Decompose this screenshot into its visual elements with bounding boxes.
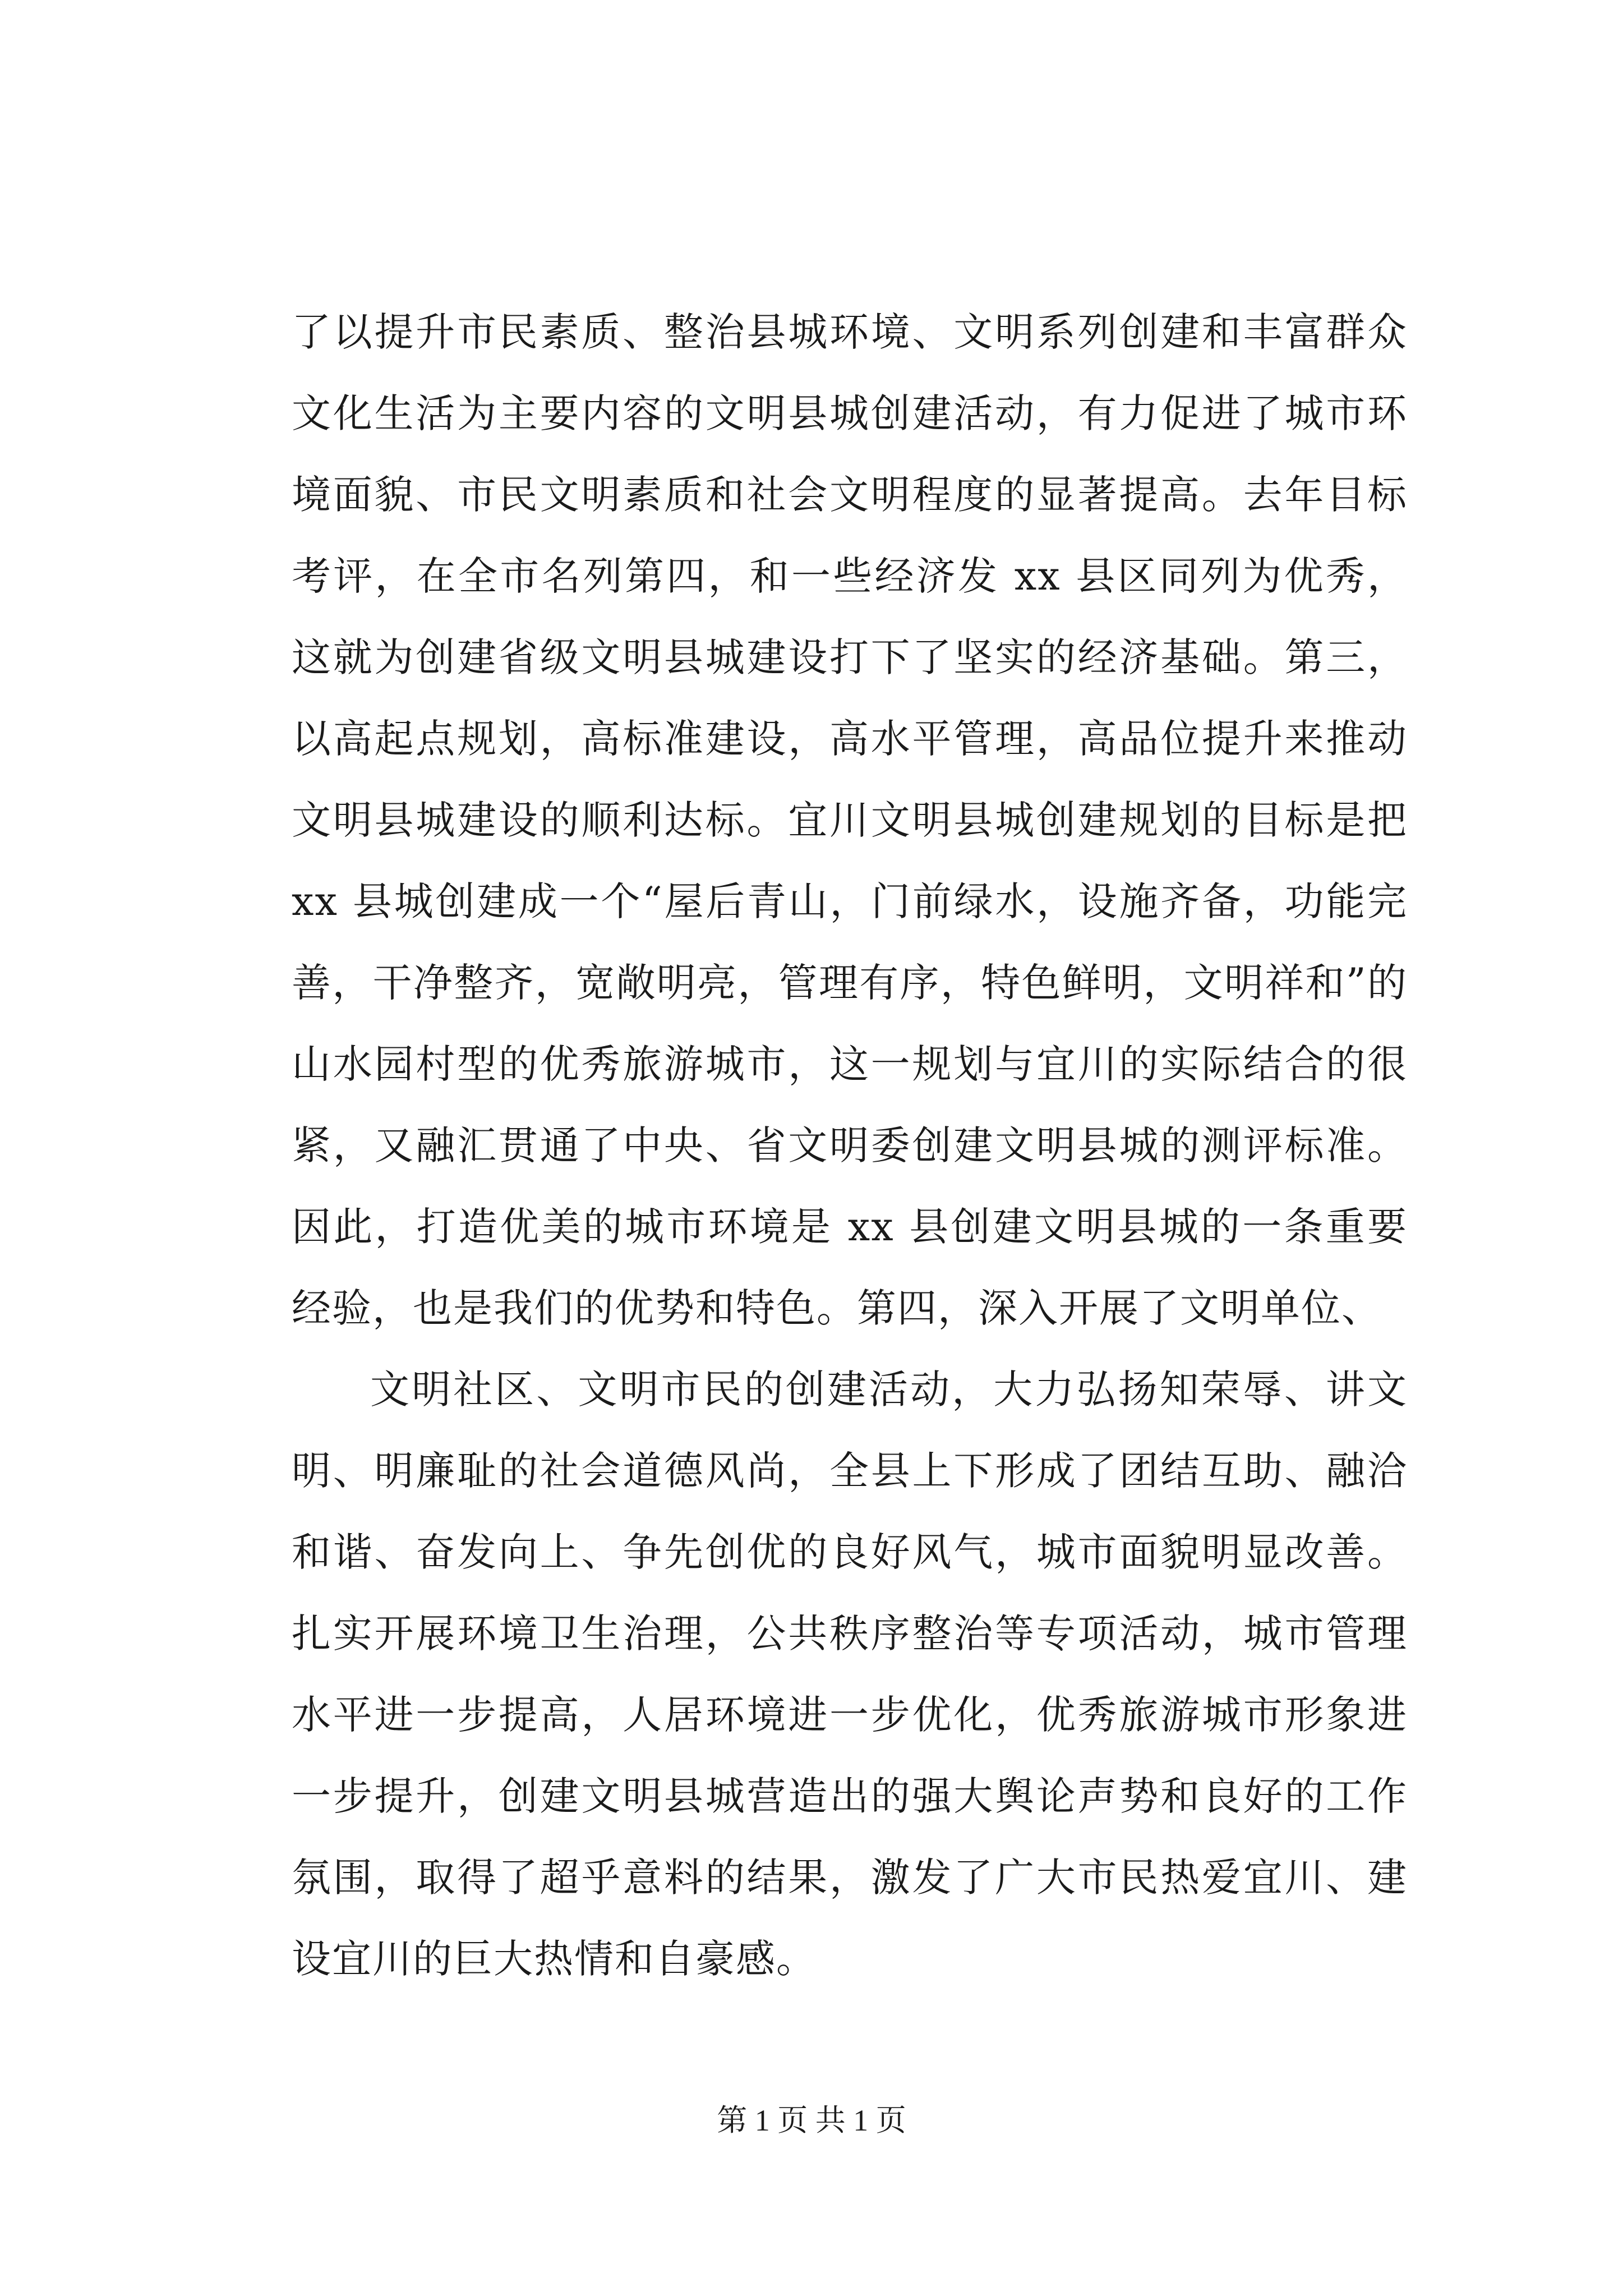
page-footer: 第 1 页 共 1 页 <box>717 2104 906 2137</box>
document-body <box>292 292 1408 2000</box>
body-paragraph-1: 了以提升市民素质、整治县城环境、文明系列创建和丰富群众文化生活为主要内容的文明县城创建活动，有力促进了城市环境面貌、市民文明素质和社会文明程度的显著提高。去年目标考评，在全市名列第四，和一些经济发 xx 县区同列为优秀，这就为创建省级文明县城建设打下了坚实的经济基础。第三，以高起点规划，高标准建设，高水平管理，高品位提升来推动文明县城建设的顺利达标。宜川文明县城创建规划的目标是把 xx 县城创建成一个“屋后青山，门前绿水，设施齐备，功能完善，干净整齐，宽敞明亮，管理有序，特色鲜明，文明祥和”的山水园村型的优秀旅游城市，这一规划与宜川的实际结合的很紧，又融汇贯通了中央、省文明委创建文明县城的测评标准。因此，打造优美的城市环境是 xx 县创建文明县城的一条重要经验，也是我们的优势和特色。第四，深入开展了文明单位、 <box>292 309 1408 1331</box>
body-paragraph-2: 文明社区、文明市民的创建活动，大力弘扬知荣辱、讲文明、明廉耻的社会道德风尚，全县上下形成了团结互助、融洽和谐、奋发向上、争先创优的良好风气，城市面貌明显改善。扎实开展环境卫生治理，公共秩序整治等专项活动，城市管理水平进一步提高，人居环境进一步优化，优秀旅游城市形象进一步提升，创建文明县城营造出的强大舆论声势和良好的工作氛围，取得了超乎意料的结果，激发了广大市民热爱宜川、建设宜川的巨大热情和自豪感。 <box>292 1366 1408 1982</box>
